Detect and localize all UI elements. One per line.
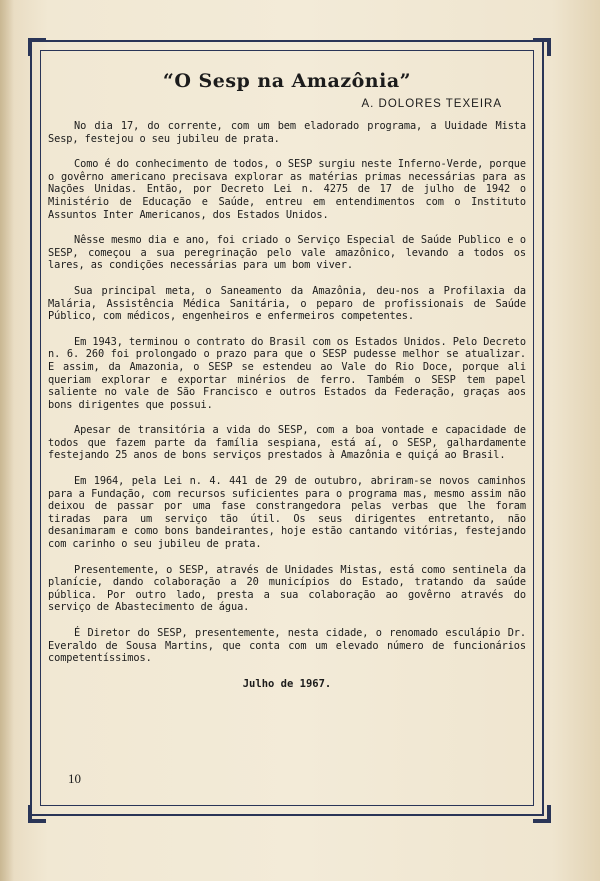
paragraph: Sua principal meta, o Saneamento da Amazônia, deu-nos a Profilaxia da Malária, Assistência Médica Sanitária, o peparo de profissionais de Saúde Público, com médicos, engenheiros e enfermeiros competentes.: [48, 284, 526, 323]
paragraph: Em 1943, terminou o contrato do Brasil com os Estados Unidos. Pelo Decreto n. 6. 260 foi prolongado o prazo para que o SESP pudesse melhor se atualizar. E assim, da Amazonia, o SESP se estendeu ao Vale do Rio Doce, porque ali queriam explorar e exportar minérios de ferro. Também o SESP tem papel saliente no vale de São Francisco e outros Estados da Federação, graças aos bons dirigentes que possui.: [48, 335, 526, 411]
article-date: Julho de 1967.: [242, 677, 332, 690]
border-corner-bottom-right: [533, 805, 551, 823]
article: [48, 60, 526, 690]
border-corner-top-right: [533, 38, 551, 56]
article-author: A. DOLORES TEXEIRA: [361, 98, 502, 110]
paragraph: Em 1964, pela Lei n. 4. 441 de 29 de outubro, abriram-se novos caminhos para a Fundação, com recursos suficientes para o programa mas, mesmo assim não deixou de passar por uma fase constrangedora pelas verbas que lhe foram tiradas para um serviço tão útil. Os seus dirigentes entretanto, não desanimaram e como bons bandeirantes, hoje estão cantando vitórias, festejando com carinho o seu jubileu de prata.: [48, 475, 526, 551]
paragraph: Apesar de transitória a vida do SESP, com a boa vontade e capacidade de todos que fazem parte da família sespiana, está aí, o SESP, galhardamente festejando 25 anos de bons serviços prestados à Amazônia e quiçá ao Brasil.: [48, 424, 526, 462]
paragraph: É Diretor do SESP, presentemente, nesta cidade, o renomado esculápio Dr. Everaldo de Sousa Martins, que conta com um elevado número de funcionários competentíssimos.: [48, 627, 526, 665]
spine-shadow: [0, 0, 14, 881]
paragraph: Como é do conhecimento de todos, o SESP surgiu neste Inferno-Verde, porque o govêrno americano precisava explorar as matérias primas necessárias para as Nações Unidas. Então, por Decreto Lei n. 4275 de 17 de julho de 1942 o Ministério de Educação e Saúde, entreu em entendimentos com o Instituto Assuntos Inter Americanos, dos Estados Unidos.: [48, 158, 526, 221]
border-corner-top-left: [28, 38, 46, 56]
page-number: 10: [68, 771, 81, 786]
paragraph: No dia 17, do corrente, com um bem eladorado programa, a Uuidade Mista Sesp, festejou o seu jubileu de prata.: [48, 120, 526, 145]
article-title: “O Sesp na Amazônia”: [162, 70, 412, 92]
paragraph: Presentemente, o SESP, através de Unidades Mistas, está como sentinela da planície, dando colaboração a 20 municípios do Estado, tratando da saúde pública. Por outro lado, presta a sua colaboração ao govêrno através do serviço de Abastecimento de água.: [48, 563, 526, 614]
border-corner-bottom-left: [28, 805, 46, 823]
paragraph: Nêsse mesmo dia e ano, foi criado o Serviço Especial de Saúde Publico e o SESP, começou a sua peregrinação pelo vale amazônico, levando a todos os lares, as condições necessárias para um bom viver.: [48, 234, 526, 272]
